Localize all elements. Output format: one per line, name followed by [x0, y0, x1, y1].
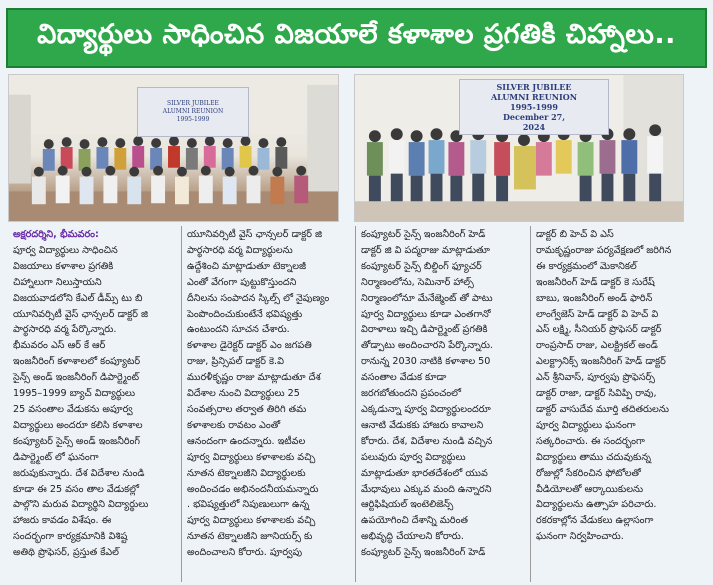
article-line: రానున్న 2030 నాటికి కళాశాల 50 — [361, 356, 491, 368]
headline-banner — [6, 8, 707, 68]
banner-line: ALUMNI REUNION — [490, 92, 578, 102]
article-line: అభివృద్ధి చేయాలని కోరారు. — [361, 531, 464, 543]
article-line: పాల్గొని మరువ విద్యార్థిని విద్యార్థులు — [13, 499, 149, 511]
dateline: అక్షరదర్శిని, భీమవరం: — [13, 229, 99, 240]
column-lines — [361, 227, 526, 561]
article-line: రాజు, ప్రిన్సిపల్ డాక్టర్ కె.వి — [187, 356, 284, 368]
headline: విద్యార్థులు సాధించిన విజయాలే కళాశాల ప్రగతికి చిహ్నాలు.. — [37, 19, 676, 50]
article-line: కళాశాల డైరెక్టర్ డాక్టర్ ఎం జగపతి — [187, 340, 312, 352]
group-photo-standing — [354, 74, 684, 222]
article-line: అతిథి ప్రొఫెసర్, ప్రస్తుత కేఎల్ — [13, 547, 119, 559]
article-line: కళాశాలకు రావటం ఎంతో — [187, 419, 281, 431]
article-line: ఆనాటి వేడుకకు హాజరు కావాలని — [361, 419, 484, 431]
article-line: పెంపొందించుకుంటేనే భవిష్యత్తు — [187, 308, 303, 320]
banner-line: SILVER JUBILEE — [496, 82, 572, 92]
article-line: పార్థసారధి వర్మ పేర్కొన్నారు. — [13, 324, 117, 336]
article-line: యూనివర్సిటీ వైస్ ఛాన్సలర్ డాక్టర్ జి — [187, 229, 323, 240]
article-line: తోడ్పాటు అందించారని పేర్కొన్నారు. — [361, 340, 493, 352]
article-line: ఉద్దేశించి మాట్లాడుతూ టెక్నాలజీ — [187, 260, 307, 272]
article-line: జరుపుకున్నారు. దేశ విదేశాల నుండి — [13, 467, 145, 479]
article-line: పూర్వ విద్యార్థులు కళాశాలకు వచ్చి — [187, 515, 316, 527]
column-lines — [536, 227, 701, 545]
article-line: పూర్వ విద్యార్థులు కూడా ఎంతగానో — [361, 308, 491, 320]
article-line: విజయవాడలోని కేఎల్ డీమ్స్ టు బి — [13, 292, 143, 304]
article-body — [8, 226, 705, 582]
article-line: మురళీకృష్ణం రాజు మాట్లాడుతూ దేశ — [187, 372, 321, 384]
article-column-3 — [355, 226, 530, 582]
article-line: జరగబోతుందని ప్రపంచంలో — [361, 388, 462, 400]
article-line: ఘనంగా నిర్వహించారు. — [536, 531, 624, 543]
article-line: డాక్టర్ జి వి పద్మరాజు మాట్లాడుతూ — [361, 244, 490, 256]
banner-line: 2024 — [522, 122, 546, 132]
article-line: బాబు, ఇంజనీరింగ్ అండ్ ఫారిన్ — [536, 292, 653, 304]
reunion-banner-left — [137, 87, 249, 137]
article-line: ఆనందంగా ఉందన్నారు. ఇటీవల — [187, 435, 306, 447]
article-line: . భవిష్యత్తులో నిపుణులుగా ఉన్న — [187, 499, 310, 511]
article-line: డిపార్ట్మెంట్ లో ఘనంగా — [13, 451, 99, 463]
article-line: నిర్మాణంలోను, సెమినార్ హాల్స్ — [361, 276, 474, 288]
article-line: ఉంటుందని సూచన చేశారు. — [187, 324, 290, 336]
article-line: డాక్టర్ వాసుదేవ మూర్తి తదితరులను — [536, 403, 669, 415]
article-line: విద్యార్థులు అందరూ కలిసి కళాశాల — [13, 419, 143, 431]
article-line: సందర్భంగా కార్యక్రమానికి విశిష్ట — [13, 531, 128, 543]
article-line: నూతన టెక్నాలజీని విద్యార్థులకు — [187, 467, 306, 479]
banner-line: December 27, — [502, 112, 566, 122]
column-lines — [187, 227, 351, 561]
article-line: మేధావులు ఎక్కువ మంది ఉన్నారని — [361, 483, 492, 495]
article-line: సైన్స్ అండ్ ఇంజనీరింగ్ డిపార్ట్మెంట్ — [13, 372, 140, 384]
group-photo-seated — [8, 74, 339, 222]
article-line: అందించడం అభినందనీయమన్నారు — [187, 483, 319, 495]
banner-line: SILVER JUBILEE — [167, 100, 219, 107]
article-line: 25 వసంతాల వేడుకను అపూర్వ — [13, 403, 133, 415]
article-line: ఆర్టిఫిషియల్ ఇంటెలిజెన్స్ — [361, 499, 454, 511]
article-line: నూతన టెక్నాలజీని జూనియర్స్ కు — [187, 531, 313, 543]
article-line: ఎలక్ట్రానిక్స్ ఇంజనీరింగ్ హెడ్ డాక్టర్ — [536, 356, 666, 368]
article-line: యూనివర్సిటీ వైస్ ఛాన్సలర్ డాక్టర్ జి — [13, 308, 149, 320]
article-line: కంప్యూటర్ సైన్స్ బిల్డింగ్ ఫ్యూచర్ — [361, 260, 482, 272]
article-column-2 — [181, 226, 355, 582]
article-line: పూర్వ విద్యార్థులు సాధించిన — [13, 244, 118, 256]
banner-line: 1995-1999 — [510, 102, 558, 112]
article-line: ఎక్కడున్నా పూర్వ విద్యార్థులందరూ — [361, 403, 491, 415]
article-line: అందించాలని కోరారు. పూర్వపు — [187, 547, 303, 559]
article-line: డాక్టర్ బి హెచ్ వి ఎస్ — [536, 229, 614, 240]
article-line: రోజుల్లో సేకరించిన ఫోటోలతో — [536, 467, 641, 479]
article-line: రకరకాల్లోన వేడుకలు ఉల్లాసంగా — [536, 515, 654, 527]
article-line: కంప్యూటర్ సైన్స్ ఇంజనీరింగ్ హెడ్ — [361, 547, 486, 559]
article-line: కంప్యూటర్ సైన్స్ ఇంజనీరింగ్ హెడ్ — [361, 229, 486, 240]
article-line: సత్కరించారు. ఈ సందర్భంగా — [536, 435, 645, 447]
article-line: విద్యార్థులను ఉత్సాహ పరిచారు. — [536, 499, 657, 511]
article-line: కోరారు. దేశ, విదేశాల నుండి వచ్చిన — [361, 435, 493, 447]
article-line: మాట్లాడుతూ భారతదేశంలో యువ — [361, 467, 488, 479]
article-line: విజయాలు కళాశాల ప్రగతికి — [13, 260, 114, 272]
reunion-banner-right — [459, 79, 609, 135]
article-line: పూర్వ విద్యార్థులు కళాశాలకు వచ్చి — [187, 451, 316, 463]
article-line: సంవత్సరాల తర్వాత తిరిగి తమ — [187, 403, 307, 415]
article-line: ఎస్ లక్ష్మి, సీనియర్ ప్రొఫెసర్ డాక్టర్ — [536, 324, 662, 336]
column-lines — [13, 243, 177, 561]
banner-line: 1995-1999 — [176, 116, 210, 123]
article-line: వీడియోలతో ఆర్కాయికులను — [536, 483, 644, 495]
article-line: లాంగ్వేజెస్ హెడ్ డాక్టర్ వి హెచ్ వి — [536, 308, 659, 320]
article-column-4 — [530, 226, 705, 582]
article-line: 1995–1999 బ్యాచ్ విద్యార్థులు — [13, 388, 136, 400]
article-line: దీనిలను సంపాదన స్కిల్స్ లో నైపుణ్యం — [187, 292, 330, 304]
article-line: ఎన్ శ్రీనివాస్, పూర్వపు ప్రొఫెసర్స్ — [536, 372, 655, 384]
article-line: ఎంతో వేగంగా పుట్టుకొస్తుందని — [187, 276, 297, 288]
article-line: భీమవరం ఎస్ ఆర్ కే ఆర్ — [13, 340, 106, 352]
article-line: ఉపయోగించి దేశాన్ని మరింత — [361, 515, 468, 527]
article-line: ఇంజనీరింగ్ కళాశాలలో కంప్యూటర్ — [13, 356, 141, 368]
article-line: పార్థసారధి వర్మ విద్యార్థులను — [187, 244, 293, 256]
article-line: కూడా ఈ 25 వసం తాల వేడుకల్లో — [13, 483, 140, 495]
article-line: రామకృష్ణంరాజు పర్యవేక్షణలో జరిగిన — [536, 244, 672, 256]
article-line: కంప్యూటర్ సైన్స్ అండ్ ఇంజనీరింగ్ — [13, 435, 140, 447]
article-line: హాజరు కావడం విశేషం. ఈ — [13, 515, 112, 527]
article-line: పలువురు పూర్వ విద్యార్థులు — [361, 451, 466, 463]
article-line: విరాళాలు ఇచ్చి డిపార్ట్మెంట్ ప్రగతికి — [361, 324, 488, 336]
article-line: పూర్వ విద్యార్థులు ఘనంగా — [536, 419, 636, 431]
article-line: ఇంజనీరింగ్ హెడ్ డాక్టర్ కె సురేష్ — [536, 276, 655, 288]
article-line: డాక్టర్ రాజా, డాక్టర్ సివిప్పి రావు, — [536, 388, 657, 400]
article-line: రాంప్రసాద్ రాజు, ఎలక్ట్రికల్ అండ్ — [536, 340, 658, 352]
article-line: చిహ్నాలుగా నిలుస్తాయని — [13, 276, 102, 288]
article-line: నిర్మాణంలోనూ మేనేజ్మెంట్ తో పాటు — [361, 292, 493, 304]
article-line: వసంతాల వేడుక కూడా — [361, 372, 447, 384]
banner-line: ALUMNI REUNION — [162, 108, 224, 115]
article-column-1 — [8, 226, 181, 582]
article-line: విదేశాల నుంచి విద్యార్థులు 25 — [187, 388, 300, 400]
article-line: విద్యార్థులు తాము చదువుకున్న — [536, 451, 651, 463]
article-line: ఈ కార్యక్రమంలో మెకానికల్ — [536, 260, 637, 272]
